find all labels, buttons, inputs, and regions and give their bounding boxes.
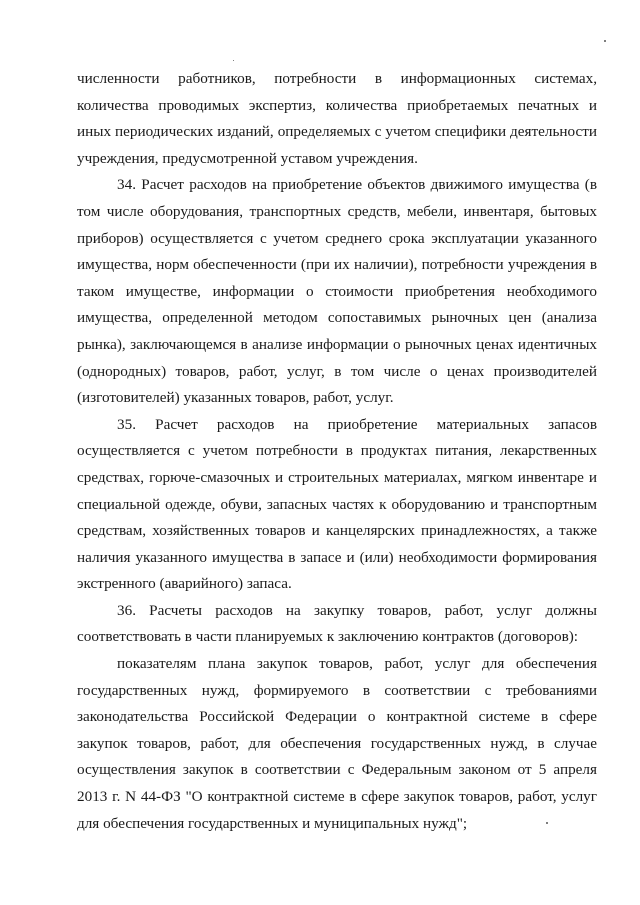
paragraph-35: 35. Расчет расходов на приобретение материальных запасов осуществляется с учетом потребности в продуктах питания, лекарственных средствах, горюче-смазочных и строительных материалах, мягком инвентаре и специальной одежде, обуви, запасных частях к оборудованию и транспортным средствам, хозяйственных товаров и канцелярских принадлежностях, а также наличия указанного имущества в запасе и (или) необходимости формирования экстренного (аварийного) запаса. bbox=[77, 415, 597, 593]
scan-speck bbox=[604, 40, 606, 42]
scan-speck bbox=[233, 60, 234, 61]
paragraph-continuation: численности работников, потребности в информационных системах, количества проводимых экспертиз, количества приобретаемых печатных и иных периодических изданий, определяемых с учетом специфики деятельности учреждения, предусмотренной уставом учреждения. bbox=[77, 70, 597, 167]
paragraph-34: 34. Расчет расходов на приобретение объектов движимого имущества (в том числе оборудования, транспортных средств, мебели, инвентаря, бытовых приборов) осуществляется с учетом среднего срока эксплуатации указанного имущества, норм обеспеченности (при их наличии), потребности учреждения в таком имуществе, информации о стоимости приобретения необходимого имущества, определенной методом сопоставимых рыночных цен (анализа рынка), заключающемся в анализе информации о рыночных ценах идентичных (однородных) товаров, работ, услуг, в том числе о ценах производителей (изготовителей) указанных товаров, работ, услуг. bbox=[77, 176, 597, 407]
document-body bbox=[77, 66, 597, 837]
paragraph-36-item: показателям плана закупок товаров, работ, услуг для обеспечения государственных нужд, формируемого в соответствии с требованиями законодательства Российской Федерации о контрактной системе в сфере закупок товаров, работ, для обеспечения государственных нужд, в случае осуществления закупок в соответствии с Федеральным законом от 5 апреля 2013 г. N 44-ФЗ "О контрактной системе в сфере закупок товаров, работ, услуг для обеспечения государственных и муниципальных нужд"; bbox=[77, 655, 597, 832]
paragraph-36: 36. Расчеты расходов на закупку товаров, работ, услуг должны соответствовать в части планируемых к заключению контрактов (договоров): bbox=[77, 601, 597, 646]
